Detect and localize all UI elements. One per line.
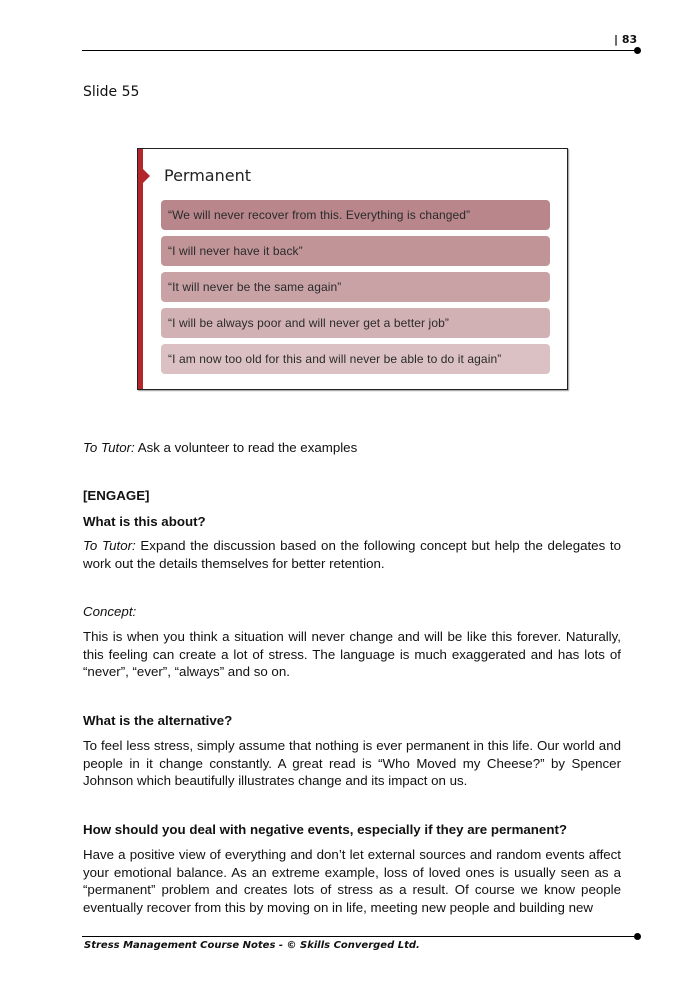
question-heading-deal: How should you deal with negative events, especially if they are permanent? <box>83 822 567 837</box>
page-number: | 83 <box>614 33 638 46</box>
header-rule-dot <box>634 47 641 54</box>
concept-label: Concept: <box>83 604 137 619</box>
footer-rule <box>82 936 637 937</box>
tutor-label: To Tutor: <box>83 538 136 553</box>
slide-label: Slide 55 <box>83 84 140 100</box>
slide-title: Permanent <box>164 166 252 185</box>
engage-heading: [ENGAGE] <box>83 488 150 503</box>
alternative-paragraph: To feel less stress, simply assume that nothing is ever permanent in this life. Our world and people in it change constantly. A great read is “Who Moved my Cheese?” by Spencer Johnson which beautifully illustrates change and its impact on us. <box>83 738 621 788</box>
tutor-label: To Tutor: <box>83 440 135 455</box>
footer-text: Stress Management Course Notes - © Skills Converged Ltd. <box>84 940 420 951</box>
footer-rule-dot <box>634 933 641 940</box>
header-rule <box>82 50 637 51</box>
slide-arrow-icon <box>143 169 150 183</box>
quote-box: “I will never have it back” <box>161 236 550 266</box>
slide-accent-bar <box>138 149 143 389</box>
tutor-note-text: Expand the discussion based on the following concept but help the delegates to work out the details themselves for better retention. <box>83 538 622 571</box>
tutor-note-2 <box>83 537 621 572</box>
tutor-note-1 <box>83 439 621 457</box>
quote-box: “We will never recover from this. Everything is changed” <box>161 200 550 230</box>
quote-box: “It will never be the same again” <box>161 272 550 302</box>
question-heading-about: What is this about? <box>83 514 206 529</box>
tutor-note-text: Ask a volunteer to read the examples <box>134 440 358 455</box>
deal-paragraph: Have a positive view of everything and don’t let external sources and random events affect your emotional balance. As an extreme example, loss of loved ones is usually seen as a “permanent” problem and creates lots of stress as a result. Of course we know people eventually recover from this by moving on in life, meeting new people and building new <box>83 847 621 915</box>
slide-thumbnail <box>137 148 568 390</box>
quote-box: “I will be always poor and will never get a better job” <box>161 308 550 338</box>
quote-box: “I am now too old for this and will never be able to do it again” <box>161 344 550 374</box>
concept-paragraph: This is when you think a situation will never change and will be like this forever. Naturally, this feeling can create a lot of stress. The language is much exaggerated and has lots of “never”, “ever”, “always” and so on. <box>83 629 621 679</box>
question-heading-alternative: What is the alternative? <box>83 713 233 728</box>
